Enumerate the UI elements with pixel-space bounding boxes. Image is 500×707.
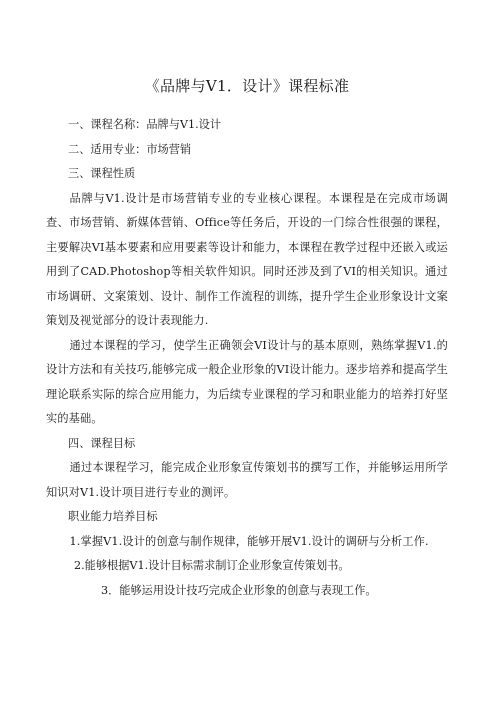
major-heading: 二、适用专业：市场营销 <box>68 142 192 156</box>
ability-item-2: 2.能够根据V1.设计目标需求制订企业形象宣传策划书。 <box>74 559 350 572</box>
goal-heading: 四、课程目标 <box>68 436 136 450</box>
nature-paragraph-2: 通过本课程的学习，使学生正确领会VI设计与的基本原则，熟练掌握V1.的设计方法和有关技巧,能够完成一般企业形象的VI设计能力。逐步培养和提高学生理论联系实际的综合应用能力，为后续专业课程的学习和职业能力的培养打好坚实的基础。 <box>46 338 448 425</box>
ability-item-3: 3．能够运用设计技巧完成企业形象的创意与表现工作。 <box>101 583 377 597</box>
nature-heading: 三、课程性质 <box>68 167 136 180</box>
page-title: 《品牌与V1．设计》课程标准 <box>144 77 350 95</box>
goal-paragraph: 通过本课程学习，能完成企业形象宣传策划书的撰写工作，并能够运用所学知识对V1.设计项目进行专业的测评。 <box>46 461 448 499</box>
ability-heading: 职业能力培养目标 <box>68 510 158 523</box>
course-name-heading: 一、课程名称：品牌与V1.设计 <box>68 118 222 131</box>
ability-item-1: 1.掌握V1.设计的创意与制作规律，能够开展V1.设计的调研与分析工作. <box>69 534 429 548</box>
nature-paragraph-1: 品牌与V1.设计是市场营销专业的专业核心课程。本课程是在完成市场调查、市场营销、新媒体营销、Office等任务后，开设的一门综合性很强的课程，主要解决VI基本要素和应用要素等设计和能力，本课程在教学过程中还嵌入或运用到了CAD.Photoshop等相关软件知识。同时还涉及到了VI的相关知识。通过市场调研、文案策划、设计、制作工作流程的训练，提升学生企业形象设计文案策划及视觉部分的设计表现能力. <box>46 191 448 327</box>
